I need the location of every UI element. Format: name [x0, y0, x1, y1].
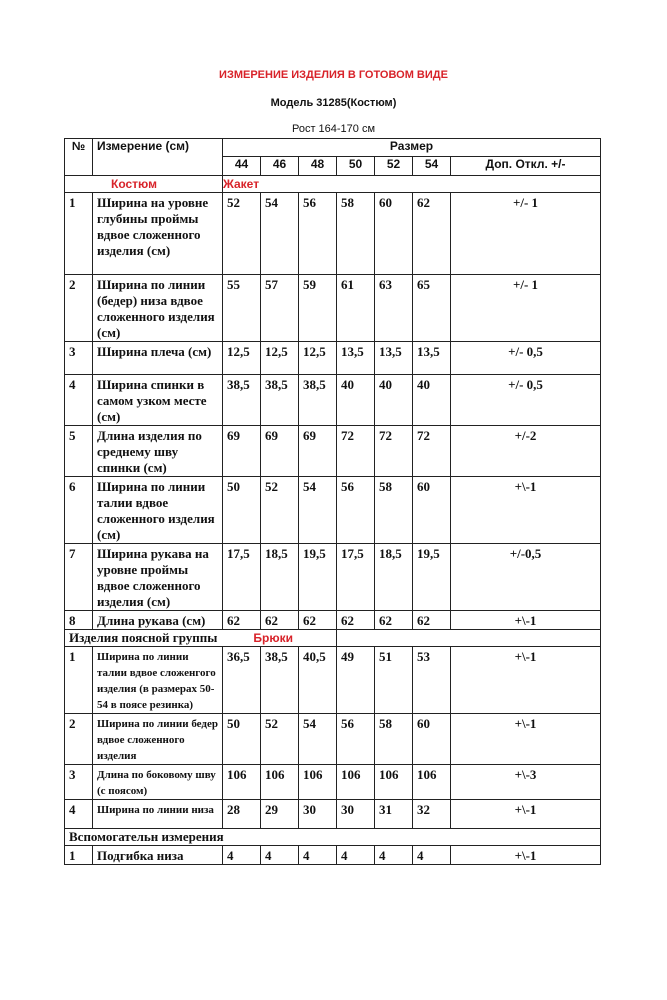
measurement-table	[64, 138, 601, 865]
row-number: 1	[65, 647, 93, 714]
row-number: 4	[65, 375, 93, 426]
size-value: 4	[337, 846, 375, 865]
col-size-header: Размер	[223, 139, 601, 157]
table-row	[65, 342, 601, 375]
size-value: 40	[337, 375, 375, 426]
size-value: 30	[299, 800, 337, 829]
size-value: 30	[337, 800, 375, 829]
size-value: 72	[337, 426, 375, 477]
size-value: 106	[337, 765, 375, 800]
size-value: 54	[261, 193, 299, 275]
table-row	[65, 193, 601, 275]
row-number: 3	[65, 342, 93, 375]
size-value: 62	[413, 193, 451, 275]
measure-name: Ширина по линии талии вдвое сложенгого изделия (в размерах 50-54 в поясе резинка)	[93, 647, 223, 714]
tolerance-value: +/- 1	[451, 193, 601, 275]
tolerance-value: +/-0,5	[451, 544, 601, 611]
size-value: 57	[261, 275, 299, 342]
size-value: 63	[375, 275, 413, 342]
size-value: 62	[413, 611, 451, 630]
row-number: 7	[65, 544, 93, 611]
size-value: 18,5	[261, 544, 299, 611]
size-value: 19,5	[413, 544, 451, 611]
size-value: 17,5	[337, 544, 375, 611]
table-row	[65, 765, 601, 800]
size-value: 38,5	[261, 375, 299, 426]
table-row	[65, 611, 601, 630]
size-value: 62	[337, 611, 375, 630]
size-value: 36,5	[223, 647, 261, 714]
size-header: 54	[413, 157, 451, 176]
row-number: 4	[65, 800, 93, 829]
size-value: 13,5	[337, 342, 375, 375]
size-value: 12,5	[261, 342, 299, 375]
section-auxiliary-label: Вспомогательн измерения	[65, 829, 601, 846]
measure-name: Ширина по линии (бедер) низа вдвое сложенного изделия (см)	[93, 275, 223, 342]
size-value: 55	[223, 275, 261, 342]
tolerance-value: +\-1	[451, 647, 601, 714]
size-value: 72	[413, 426, 451, 477]
table-row	[65, 426, 601, 477]
size-value: 51	[375, 647, 413, 714]
tolerance-value: +/- 0,5	[451, 375, 601, 426]
size-value: 18,5	[375, 544, 413, 611]
size-value: 60	[413, 714, 451, 765]
page-title: ИЗМЕРЕНИЕ ИЗДЕЛИЯ В ГОТОВОМ ВИДЕ	[219, 69, 448, 81]
measure-name: Ширина по линии талии вдвое сложенного изделия (см)	[93, 477, 223, 544]
size-value: 106	[375, 765, 413, 800]
row-number: 5	[65, 426, 93, 477]
header-row-1	[65, 139, 601, 157]
size-header: 48	[299, 157, 337, 176]
tolerance-value: +\-1	[451, 800, 601, 829]
size-value: 106	[413, 765, 451, 800]
size-header: 52	[375, 157, 413, 176]
table-row	[65, 375, 601, 426]
table-row	[65, 846, 601, 865]
row-number: 1	[65, 193, 93, 275]
size-value: 59	[299, 275, 337, 342]
size-value: 38,5	[223, 375, 261, 426]
size-value: 17,5	[223, 544, 261, 611]
section-belt-group-label: Изделия поясной группы Брюки	[65, 630, 337, 647]
measure-name: Ширина рукава на уровне проймы вдвое сложенного изделия (см)	[93, 544, 223, 611]
measure-name: Ширина спинки в самом узком месте (см)	[93, 375, 223, 426]
size-value: 58	[337, 193, 375, 275]
measure-name: Ширина на уровне глубины проймы вдвое сложенного изделия (см)	[93, 193, 223, 275]
row-number: 2	[65, 275, 93, 342]
size-value: 52	[223, 193, 261, 275]
size-header: 44	[223, 157, 261, 176]
size-value: 106	[223, 765, 261, 800]
col-no-header: №	[65, 139, 93, 176]
size-header: 46	[261, 157, 299, 176]
measure-name: Длина изделия по среднему шву спинки (см)	[93, 426, 223, 477]
size-value: 60	[375, 193, 413, 275]
section-suit-label: Костюм	[65, 176, 223, 193]
size-value: 40	[413, 375, 451, 426]
size-value: 62	[299, 611, 337, 630]
tolerance-value: +/-2	[451, 426, 601, 477]
tolerance-value: +\-1	[451, 477, 601, 544]
size-value: 13,5	[375, 342, 413, 375]
section-jacket-label: Жакет	[223, 176, 601, 193]
size-value: 31	[375, 800, 413, 829]
size-value: 69	[223, 426, 261, 477]
section-row-auxiliary	[65, 829, 601, 846]
table-row	[65, 275, 601, 342]
size-value: 58	[375, 477, 413, 544]
measure-name: Длина рукава (см)	[93, 611, 223, 630]
size-value: 61	[337, 275, 375, 342]
table-row	[65, 544, 601, 611]
size-value: 32	[413, 800, 451, 829]
row-number: 6	[65, 477, 93, 544]
tolerance-value: +/- 1	[451, 275, 601, 342]
size-value: 40,5	[299, 647, 337, 714]
size-value: 56	[337, 477, 375, 544]
tolerance-value: +/- 0,5	[451, 342, 601, 375]
size-value: 50	[223, 477, 261, 544]
growth-range: Рост 164-170 см	[291, 123, 376, 135]
section-row-jacket	[65, 176, 601, 193]
table-row	[65, 800, 601, 829]
tolerance-header: Доп. Откл. +/-	[451, 157, 601, 176]
measure-name: Ширина по линии бедер вдвое сложенного изделия	[93, 714, 223, 765]
measure-name: Подгибка низа	[93, 846, 223, 865]
size-value: 50	[223, 714, 261, 765]
measure-name: Длина по боковому шву (с поясом)	[93, 765, 223, 800]
size-value: 13,5	[413, 342, 451, 375]
size-value: 40	[375, 375, 413, 426]
size-value: 53	[413, 647, 451, 714]
size-header: 50	[337, 157, 375, 176]
size-value: 54	[299, 714, 337, 765]
tolerance-value: +\-1	[451, 611, 601, 630]
size-value: 28	[223, 800, 261, 829]
size-value: 52	[261, 714, 299, 765]
section-empty	[337, 630, 601, 647]
size-value: 56	[337, 714, 375, 765]
measure-name: Ширина по линии низа	[93, 800, 223, 829]
row-number: 8	[65, 611, 93, 630]
size-value: 4	[299, 846, 337, 865]
size-value: 62	[261, 611, 299, 630]
size-value: 106	[299, 765, 337, 800]
table-row	[65, 647, 601, 714]
size-value: 19,5	[299, 544, 337, 611]
size-value: 69	[299, 426, 337, 477]
size-value: 69	[261, 426, 299, 477]
size-value: 12,5	[223, 342, 261, 375]
size-value: 62	[375, 611, 413, 630]
measure-name: Ширина плеча (см)	[93, 342, 223, 375]
col-measure-header: Измерение (см)	[93, 139, 223, 176]
size-value: 52	[261, 477, 299, 544]
size-value: 54	[299, 477, 337, 544]
size-value: 38,5	[261, 647, 299, 714]
table-row	[65, 714, 601, 765]
size-value: 4	[375, 846, 413, 865]
row-number: 3	[65, 765, 93, 800]
size-value: 4	[261, 846, 299, 865]
size-value: 60	[413, 477, 451, 544]
size-value: 4	[223, 846, 261, 865]
tolerance-value: +\-1	[451, 846, 601, 865]
section-row-trousers	[65, 630, 601, 647]
size-value: 12,5	[299, 342, 337, 375]
model-name: Модель 31285(Костюм)	[270, 97, 397, 109]
size-value: 4	[413, 846, 451, 865]
tolerance-value: +\-3	[451, 765, 601, 800]
tolerance-value: +\-1	[451, 714, 601, 765]
row-number: 1	[65, 846, 93, 865]
size-value: 38,5	[299, 375, 337, 426]
size-value: 49	[337, 647, 375, 714]
size-value: 72	[375, 426, 413, 477]
row-number: 2	[65, 714, 93, 765]
size-value: 56	[299, 193, 337, 275]
size-value: 106	[261, 765, 299, 800]
size-value: 29	[261, 800, 299, 829]
table-row	[65, 477, 601, 544]
size-value: 65	[413, 275, 451, 342]
size-value: 58	[375, 714, 413, 765]
size-value: 62	[223, 611, 261, 630]
